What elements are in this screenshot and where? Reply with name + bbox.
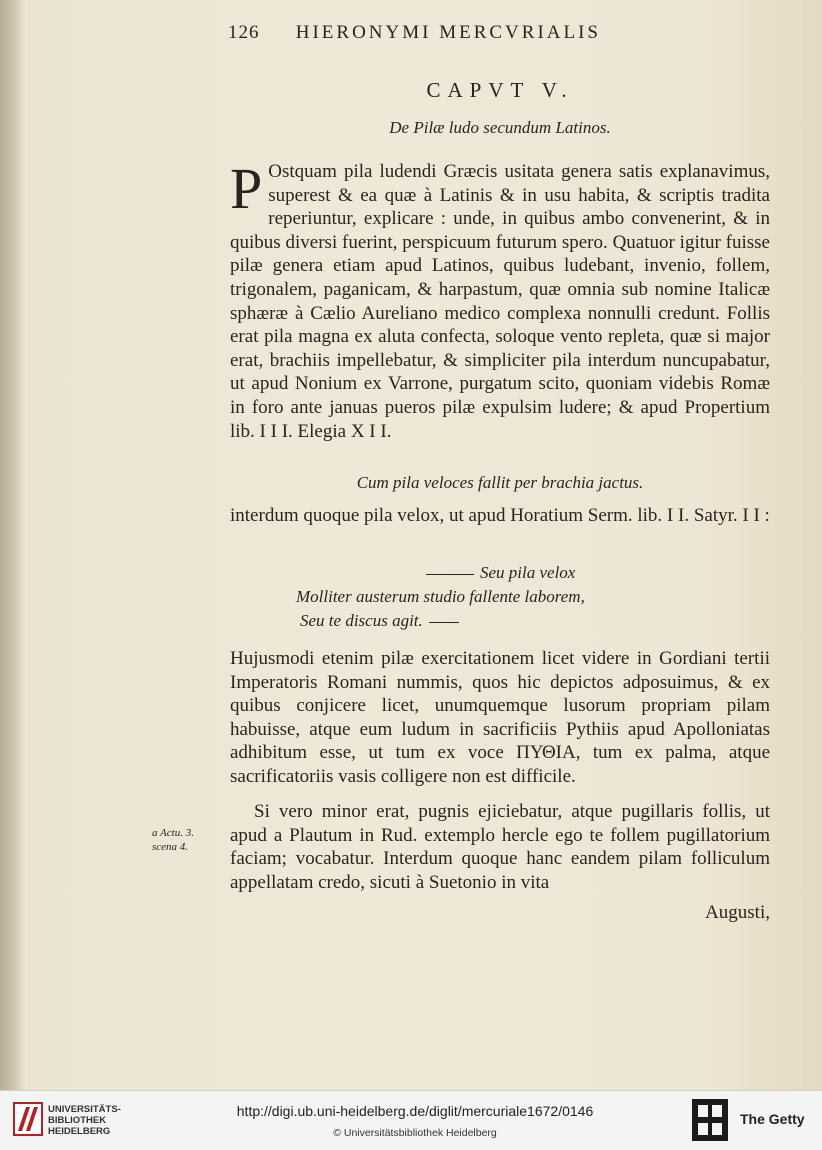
verse-line-2: Molliter austerum studio fallente laborem, xyxy=(296,587,585,606)
getty-name: The Getty xyxy=(740,1111,805,1127)
library-name-line-3: HEIDELBERG xyxy=(48,1126,111,1137)
verse-line-3-text: Seu te discus agit. xyxy=(300,611,423,630)
page-number: 126 xyxy=(228,22,260,43)
paragraph-3: Hujusmodi etenim pilæ exercitationem licet videre in Gordiani tertii Imperatoris Romani nummis, quos hic depictos adposuimus, & ex quibus conjicere licet, unumquemque lusorum propriam pilam habuisse, atque eum ludum in sacrificiis Pythiis apud Apolloniatas adhibitum esse, ut tum ex voce ΠΥΘΙΑ, tum ex palma, atque sacrificatoriis vasis colligere non est difficile. xyxy=(230,648,770,787)
page-url-link[interactable]: http://digi.ub.uni-heidelberg.de/diglit/mercuriale1672/0146 xyxy=(236,1103,594,1119)
university-library-logo-icon xyxy=(10,1099,46,1139)
verse-line-1-text: Seu pila velox xyxy=(480,563,576,582)
paragraph-4: Si vero minor erat, pugnis ejiciebatur, atque pugillaris follis, ut apud a Plautum in Rud. extemplo hercle ego te follem pugillatorium faciam; vocabatur. Interdum quoque hanc eandem pilam folliculum appellatam credo, sicuti à Suetonio in vita xyxy=(230,801,770,893)
library-name-line-2: BIBLIOTHEK xyxy=(48,1115,107,1126)
gutter-shadow xyxy=(0,0,26,1090)
running-head xyxy=(228,22,658,44)
dash-rule xyxy=(429,622,459,623)
margin-note: a Actu. 3. scena 4. xyxy=(152,827,194,853)
quotation-propertius: Cum pila veloces fallit per brachia jactus. xyxy=(356,473,644,492)
copyright-notice: © Universitätsbibliothek Heidelberg xyxy=(333,1127,497,1139)
drop-cap: P xyxy=(230,156,263,221)
verse-line-3 xyxy=(300,611,465,631)
chapter-subtitle: De Pilæ ludo secundum Latinos. xyxy=(389,118,611,137)
catchword: Augusti, xyxy=(705,902,770,923)
chapter-title: CAPVT V. xyxy=(426,78,574,102)
paragraph-2: interdum quoque pila velox, ut apud Horatium Serm. lib. I I. Satyr. I I : xyxy=(230,505,770,526)
getty-logo-icon xyxy=(690,1097,730,1143)
library-name-line-1: UNIVERSITÄTS- xyxy=(48,1104,121,1115)
dash-rule xyxy=(426,574,474,575)
running-title: HIERONYMI MERCVRIALIS xyxy=(295,22,601,43)
paragraph-1 xyxy=(230,156,770,443)
verse-line-1 xyxy=(420,563,575,583)
viewer-footer xyxy=(0,1090,822,1150)
paragraph-1-text: Ostquam pila ludendi Græcis usitata genera satis explanavimus, superest & ea quæ à Latinis & in usu habita, & scriptis tradita reperiuntur, explicare : unde, in quibus ambo convenerint, & in quibus diversi fuerint, perspicuum futurum spero. Quatuor igitur fuisse pilæ genera etiam apud Latinos, quibus ludebant, invenio, follem, trigonalem, paganicam, & harpastum, quæ omnia sub nomine Italicæ sphæræ à Cælio Aureliano medico complexa nonnulli credunt. Follis erat pila magna ex aluta confecta, soloque vento repleta, quæ si major erat, brachiis impellebatur, & simpliciter pila interdum nuncupabatur, ut apud Nonium ex Varrone, purgatum scito, quoniam videbis Romæ in foro ante januas pueros pilæ expulsim ludere; & apud Propertium lib. I I I. Elegia X I I. xyxy=(230,161,770,442)
library-name xyxy=(48,1104,121,1137)
